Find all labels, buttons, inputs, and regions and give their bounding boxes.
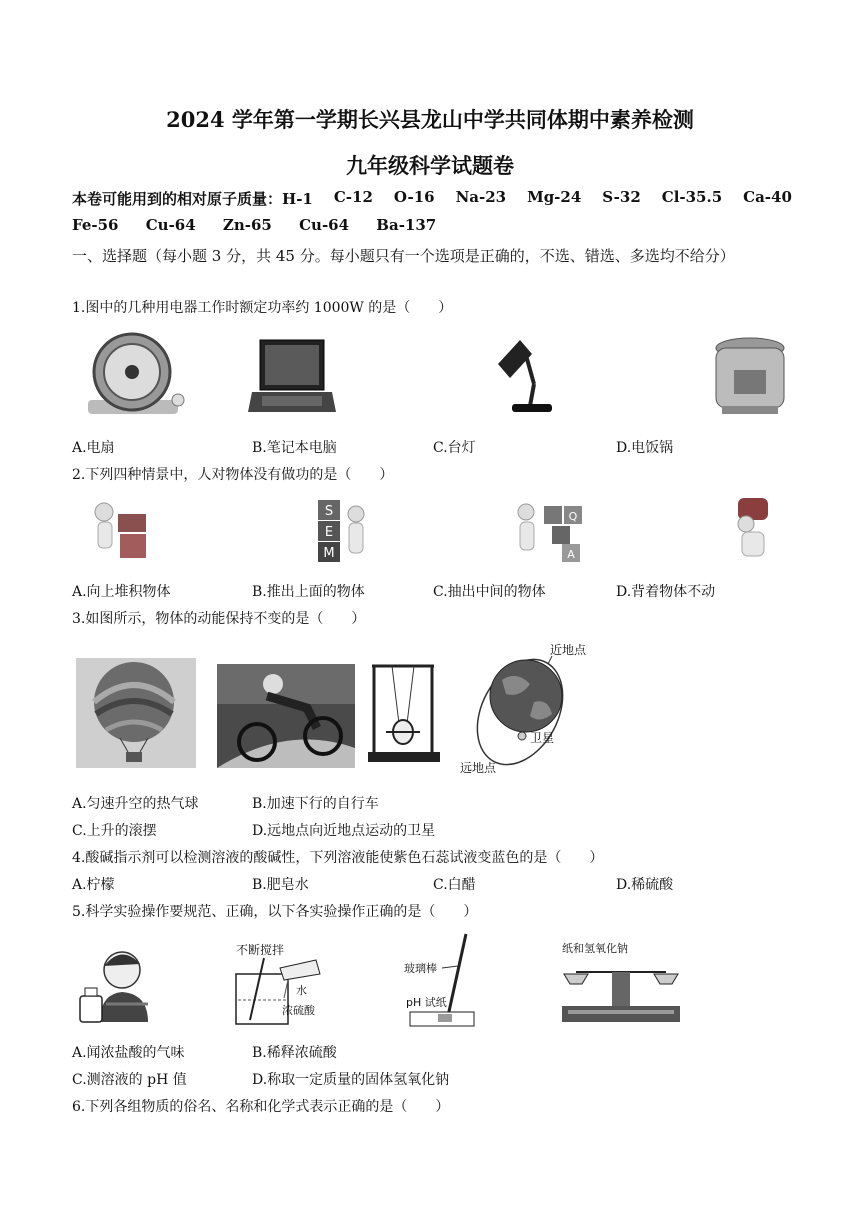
atomic-mass-item: Ca-40 bbox=[743, 188, 792, 206]
exam-title: 2024 学年第一学期长兴县龙山中学共同体期中素养检测 bbox=[166, 107, 694, 132]
exam-subtitle: 九年级科学试题卷 bbox=[346, 153, 514, 178]
desk-lamp-picture bbox=[490, 334, 560, 416]
question-2-option-d: D.背着物体不动 bbox=[616, 584, 716, 600]
apogee-label: 远地点 bbox=[460, 761, 497, 775]
acid-label: 浓硫酸 bbox=[282, 1004, 315, 1017]
rice-cooker-picture bbox=[712, 334, 788, 420]
atomic-mass-item: O-16 bbox=[393, 188, 435, 206]
cube-letter: A bbox=[567, 548, 575, 561]
atomic-mass-row-1 bbox=[72, 188, 792, 209]
carrying-person-picture bbox=[724, 496, 784, 564]
pendulum-picture bbox=[366, 660, 442, 766]
atomic-mass-item: Mg-24 bbox=[527, 188, 582, 206]
question-1-stem: 1.图中的几种用电器工作时额定功率约 1000W 的是（ ） bbox=[72, 300, 453, 316]
atomic-mass-item: H-1 bbox=[282, 190, 313, 208]
question-3-stem: 3.如图所示，物体的动能保持不变的是（ ） bbox=[72, 611, 366, 627]
question-5-option-c: C.测溶液的 pH 值 bbox=[72, 1072, 187, 1088]
atomic-mass-item: Na-23 bbox=[455, 188, 507, 206]
pushing-blocks-picture bbox=[312, 496, 372, 566]
block-letter: M bbox=[323, 546, 335, 561]
dilute-acid-picture bbox=[226, 940, 336, 1028]
question-5-stem: 5.科学实验操作要规范、正确，以下各实验操作正确的是（ ） bbox=[72, 904, 478, 920]
question-4-option-b: B.肥皂水 bbox=[252, 877, 309, 893]
question-4-option-d: D.稀硫酸 bbox=[616, 877, 674, 893]
question-4-stem: 4.酸碱指示剂可以检测溶液的酸碱性，下列溶液能使紫色石蕊试液变蓝色的是（ ） bbox=[72, 850, 604, 866]
atomic-mass-item: S-32 bbox=[602, 188, 641, 206]
question-2-option-a: A.向上堆积物体 bbox=[72, 584, 171, 600]
water-label: 水 bbox=[296, 984, 307, 997]
question-3-option-b: B.加速下行的自行车 bbox=[252, 796, 379, 812]
block-letter: E bbox=[324, 525, 334, 540]
cube-letter: Q bbox=[568, 510, 578, 523]
question-3-option-a: A.匀速升空的热气球 bbox=[72, 796, 199, 812]
rod-label: 玻璃棒 bbox=[404, 962, 437, 975]
laptop-picture bbox=[248, 336, 338, 416]
section-heading: 一、选择题（每小题 3 分，共 45 分。每小题只有一个选项是正确的，不选、错选、多选均不给分） bbox=[72, 247, 735, 265]
pulling-block-picture bbox=[512, 498, 592, 564]
question-1-option-b: B.笔记本电脑 bbox=[252, 440, 337, 456]
electric-fan-picture bbox=[80, 330, 190, 420]
question-3-option-d: D.远地点向近地点运动的卫星 bbox=[252, 823, 436, 839]
question-2-option-c: C.抽出中间的物体 bbox=[433, 584, 546, 600]
question-4-option-a: A.柠檬 bbox=[72, 877, 115, 893]
hot-air-balloon-picture bbox=[76, 658, 196, 768]
atomic-mass-item: Zn-65 bbox=[222, 216, 272, 234]
atomic-mass-row-2 bbox=[72, 216, 458, 234]
atomic-mass-item: Cu-64 bbox=[145, 216, 196, 234]
question-2-stem: 2.下列四种情景中，人对物体没有做功的是（ ） bbox=[72, 467, 394, 483]
smelling-acid-picture bbox=[78, 944, 158, 1024]
atomic-mass-item: Fe-56 bbox=[72, 216, 119, 234]
atomic-mass-item: Cu-64 bbox=[299, 216, 350, 234]
satellite-label: 卫星 bbox=[530, 731, 555, 745]
balance-picture bbox=[556, 938, 686, 1028]
question-1-option-a: A.电扇 bbox=[72, 440, 115, 456]
question-5-option-a: A.闻浓盐酸的气味 bbox=[72, 1045, 185, 1061]
atomic-mass-item: Cl-35.5 bbox=[661, 188, 723, 206]
question-1-option-d: D.电饭锅 bbox=[616, 440, 674, 456]
question-3-option-c: C.上升的滚摆 bbox=[72, 823, 157, 839]
question-5-option-b: B.稀释浓硫酸 bbox=[252, 1045, 337, 1061]
perigee-label: 近地点 bbox=[550, 643, 587, 657]
satellite-orbit-diagram bbox=[456, 640, 626, 780]
atomic-mass-label: 本卷可能用到的相对原子质量： bbox=[72, 190, 283, 208]
question-1-option-c: C.台灯 bbox=[433, 440, 476, 456]
bicycle-rider-picture bbox=[217, 664, 355, 768]
question-5-option-d: D.称取一定质量的固体氢氧化钠 bbox=[252, 1072, 450, 1088]
stacking-person-picture bbox=[86, 500, 156, 564]
question-2-option-b: B.推出上面的物体 bbox=[252, 584, 365, 600]
atomic-mass-item: Ba-137 bbox=[376, 216, 437, 234]
ph-paper-label: pH 试纸 bbox=[406, 996, 447, 1009]
block-letter: S bbox=[324, 504, 334, 519]
question-4-option-c: C.白醋 bbox=[433, 877, 476, 893]
ph-test-picture bbox=[404, 930, 494, 1030]
question-6-stem: 6.下列各组物质的俗名、名称和化学式表示正确的是（ ） bbox=[72, 1099, 450, 1115]
stir-label: 不断搅拌 bbox=[236, 943, 285, 957]
paper-naoh-label: 纸和氢氧化钠 bbox=[562, 942, 628, 955]
atomic-mass-item: C-12 bbox=[333, 188, 373, 206]
